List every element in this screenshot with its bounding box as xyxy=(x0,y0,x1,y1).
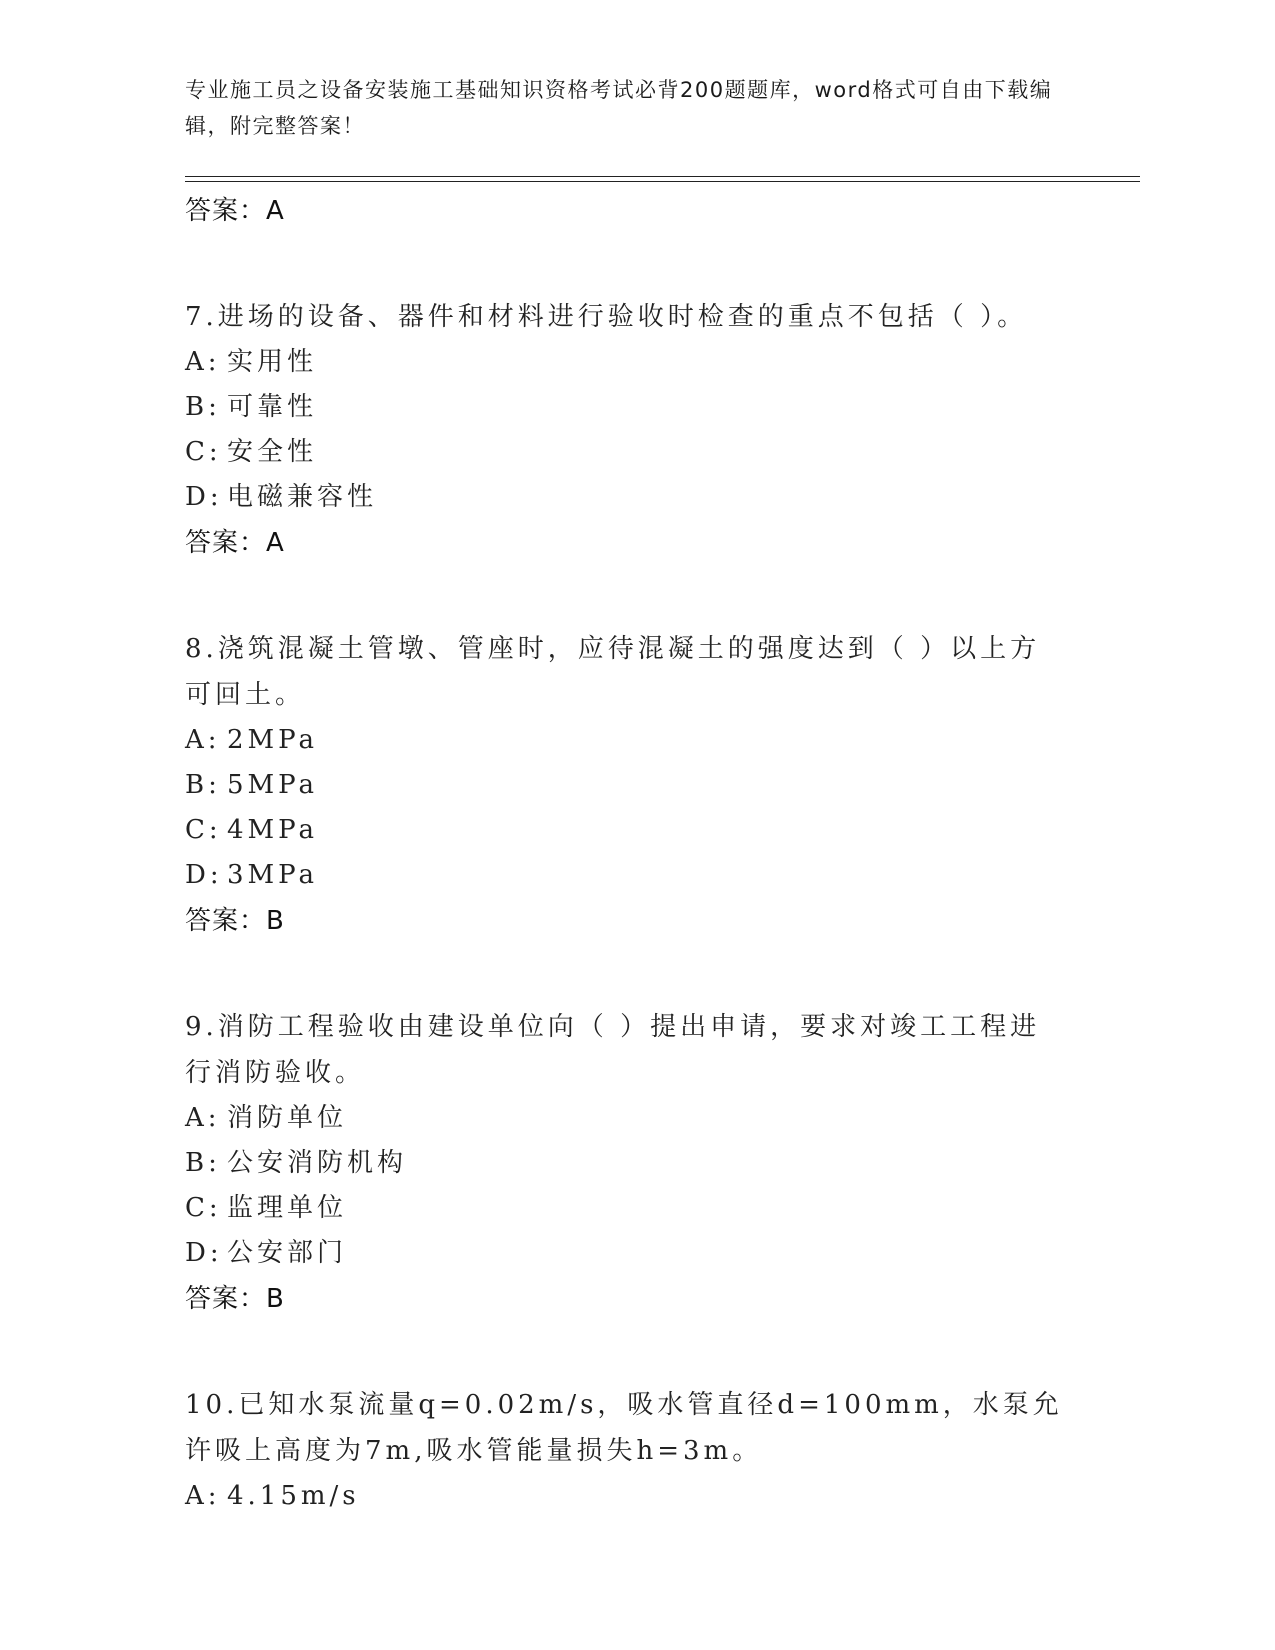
option-text: 实用性 xyxy=(227,347,318,377)
option-d xyxy=(185,1231,1065,1276)
option-c xyxy=(185,808,1065,853)
option-letter: C: xyxy=(185,437,222,467)
option-c xyxy=(185,430,1065,475)
option-text: 5MPa xyxy=(227,770,318,800)
answer-line: 答案：B xyxy=(185,906,285,936)
option-b xyxy=(185,1141,1065,1186)
option-letter: C: xyxy=(185,1193,222,1223)
option-text: 可靠性 xyxy=(227,392,318,422)
option-text: 4.15m/s xyxy=(227,1481,360,1511)
option-letter: C: xyxy=(185,815,222,845)
option-text: 监理单位 xyxy=(227,1193,348,1223)
question-list xyxy=(185,188,1065,1519)
option-letter: A: xyxy=(185,1103,221,1133)
question-text: 8.浇筑混凝土管墩、管座时，应待混凝土的强度达到（ ）以上方可回土。 xyxy=(185,634,1041,710)
option-letter: D: xyxy=(185,1238,223,1268)
option-b xyxy=(185,763,1065,808)
option-d xyxy=(185,853,1065,898)
option-letter: B: xyxy=(185,1148,221,1178)
option-letter: D: xyxy=(185,482,223,512)
option-c xyxy=(185,1186,1065,1231)
question-item xyxy=(185,1004,1065,1322)
answer-line: 答案：A xyxy=(185,528,285,558)
answer-line: 答案：B xyxy=(185,1284,285,1314)
option-a xyxy=(185,1096,1065,1141)
option-text: 3MPa xyxy=(227,860,318,890)
option-text: 公安消防机构 xyxy=(227,1148,408,1178)
option-text: 安全性 xyxy=(227,437,318,467)
option-a xyxy=(185,1474,1065,1519)
header-divider-bottom xyxy=(185,181,1140,182)
option-letter: D: xyxy=(185,860,223,890)
option-letter: A: xyxy=(185,725,221,755)
option-letter: A: xyxy=(185,347,221,377)
question-item xyxy=(185,1382,1065,1519)
option-text: 4MPa xyxy=(227,815,318,845)
question-item xyxy=(185,626,1065,944)
option-b xyxy=(185,385,1065,430)
option-text: 消防单位 xyxy=(227,1103,348,1133)
option-letter: B: xyxy=(185,392,221,422)
option-a xyxy=(185,340,1065,385)
question-text: 10.已知水泵流量q=0.02m/s，吸水管直径d=100mm，水泵允许吸上高度为7m,吸水管能量损失h=3m。 xyxy=(185,1390,1063,1466)
option-text: 公安部门 xyxy=(227,1238,348,1268)
question-item xyxy=(185,294,1065,566)
question-text: 7.进场的设备、器件和材料进行验收时检查的重点不包括（ ）。 xyxy=(185,302,1028,332)
option-d xyxy=(185,475,1065,520)
option-a xyxy=(185,718,1065,763)
document-header: 专业施工员之设备安装施工基础知识资格考试必背200题题库，word格式可自由下载编辑，附完整答案！ xyxy=(185,78,1053,138)
option-text: 2MPa xyxy=(227,725,318,755)
option-letter: B: xyxy=(185,770,221,800)
question-text: 9.消防工程验收由建设单位向（ ）提出申请，要求对竣工工程进行消防验收。 xyxy=(185,1012,1041,1088)
option-text: 电磁兼容性 xyxy=(227,482,378,512)
answer-line: 答案：A xyxy=(185,196,285,226)
option-letter: A: xyxy=(185,1481,221,1511)
header-divider-top xyxy=(185,176,1140,177)
